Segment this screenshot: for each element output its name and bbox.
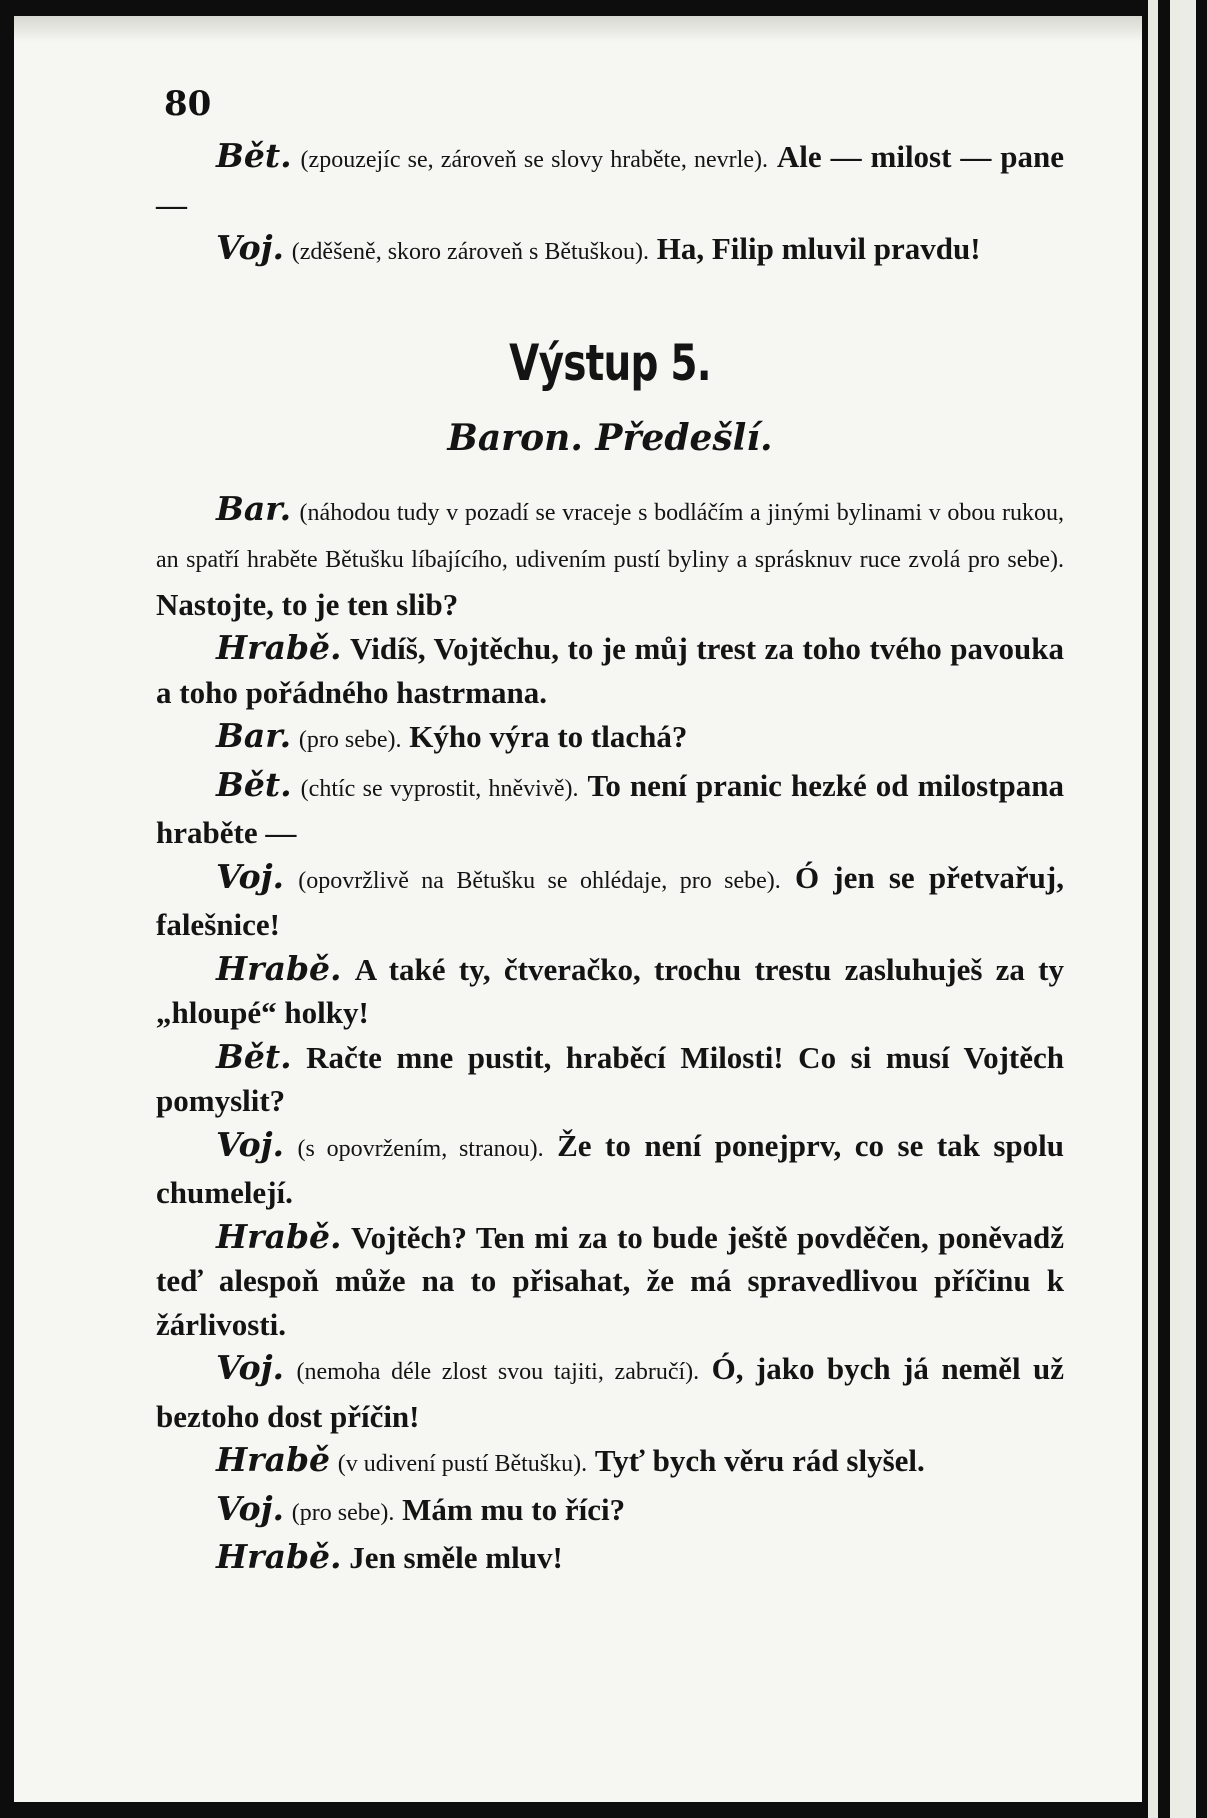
speaker-name: Voj. (216, 856, 285, 896)
dialogue-line (156, 1346, 1064, 1438)
speaker-name: Bět. (216, 764, 292, 804)
dialogue-line (156, 947, 1064, 1035)
speaker-name: Hrabě. (216, 1216, 342, 1256)
dialogue-line (156, 1438, 1064, 1487)
speaker-name: Voj. (216, 228, 285, 267)
dialogue-line (156, 626, 1064, 714)
dialogue-line (156, 855, 1064, 947)
stage-direction: (chtíc se vyprostit, hněvivě). (300, 775, 579, 802)
stage-direction: (nemoha déle zlost svou tajiti, zabručí). (296, 1359, 700, 1385)
spoken-text: Mám mu to říci? (402, 1491, 626, 1527)
dialogue-line (156, 134, 1064, 226)
spoken-text: Ó, jako bych já neměl už beztoho dost příčin! (156, 1351, 1065, 1434)
speaker-name: Voj. (216, 1348, 285, 1387)
stage-direction: (s opovržením, stranou). (297, 1135, 544, 1162)
spoken-text: To není pranic hezké od milostpana hraběte — (156, 767, 1064, 850)
dialogue-line (156, 226, 1064, 275)
dialogue-line (156, 487, 1064, 627)
dialogue-line (156, 763, 1064, 855)
dialogue (156, 487, 1064, 1580)
spoken-text: Že to není ponejprv, co se tak spolu chumelejí. (156, 1127, 1065, 1210)
page-text (156, 134, 1064, 1580)
speaker-name: Hrabě (216, 1440, 331, 1479)
spoken-text: Tyť bych věru rád slyšel. (594, 1443, 925, 1478)
spoken-text: Ha, Filip mluvil pravdu! (656, 231, 981, 266)
speaker-name: Bět. (216, 136, 292, 175)
speaker-name: Hrabě. (216, 948, 342, 988)
scene-characters: Baron. Předešlí. (447, 416, 773, 459)
speaker-name: Voj. (216, 1124, 285, 1164)
dialogue-line (156, 1487, 1064, 1536)
book-page (14, 16, 1142, 1802)
spoken-text: Jen směle mluv! (349, 1540, 563, 1575)
spoken-text: Kýho výra to tlachá? (409, 719, 688, 754)
dialogue-line (156, 1123, 1064, 1215)
dialogue-line (156, 1215, 1064, 1347)
speaker-name: Bět. (216, 1036, 292, 1076)
speaker-name: Hrabě. (216, 1537, 342, 1576)
top-lines (156, 134, 1064, 275)
stage-direction: (pro sebe). (291, 1499, 395, 1526)
spoken-text: Vojtěch? Ten mi za to bude ještě povděčen, poněvadž teď alespoň může na to přisahat, že má spravedlivou příčinu k žárlivosti. (156, 1219, 1064, 1342)
page-edge-right (1170, 0, 1196, 1818)
page-number: 80 (164, 84, 212, 124)
speaker-name: Bar. (216, 716, 292, 755)
stage-direction: (náhodou tudy v pozadí se vraceje s bodláčím a jinými bylinami v obou rukou, an spatří hraběte Bětušku líbajícího, udivením pustí byliny a sprásknuv ruce zvolá pro sebe). (156, 499, 1065, 573)
spoken-text: Nastojte, to je ten slib? (156, 586, 459, 622)
spoken-text: Ó jen se přetvařuj, falešnice! (156, 859, 1065, 942)
speaker-name: Hrabě. (216, 628, 342, 667)
stage-direction: (opovržlivě na Bětušku se ohlédaje, pro sebe). (298, 867, 781, 894)
speaker-name: Voj. (216, 1488, 285, 1528)
dialogue-line (156, 714, 1064, 763)
dialogue-line (156, 1035, 1064, 1123)
stage-direction: (zděšeně, skoro zároveň s Bětuškou). (291, 239, 649, 265)
stage-direction: (pro sebe). (298, 727, 402, 753)
dialogue-line (156, 1535, 1064, 1580)
stage-direction: (v udivení pustí Bětušku). (337, 1451, 588, 1477)
spoken-text: Račte mne pustit, hraběcí Milosti! Co si musí Vojtěch pomyslit? (156, 1039, 1064, 1118)
scene-heading: Výstup 5. (509, 333, 711, 392)
page-edge (1148, 0, 1158, 1818)
speaker-name: Bar. (216, 488, 292, 528)
spoken-text: Ale — milost — pane — (156, 139, 1065, 222)
stage-direction: (zpouzejíc se, zároveň se slovy hraběte, nevrle). (300, 147, 768, 173)
spoken-text: Vidíš, Vojtěchu, to je můj trest za toho tvého pavouka a toho pořádného hastrmana. (156, 631, 1064, 710)
spoken-text: A také ty, čtveračko, trochu trestu zasluhuješ za ty „hloupé“ holky! (156, 951, 1064, 1030)
